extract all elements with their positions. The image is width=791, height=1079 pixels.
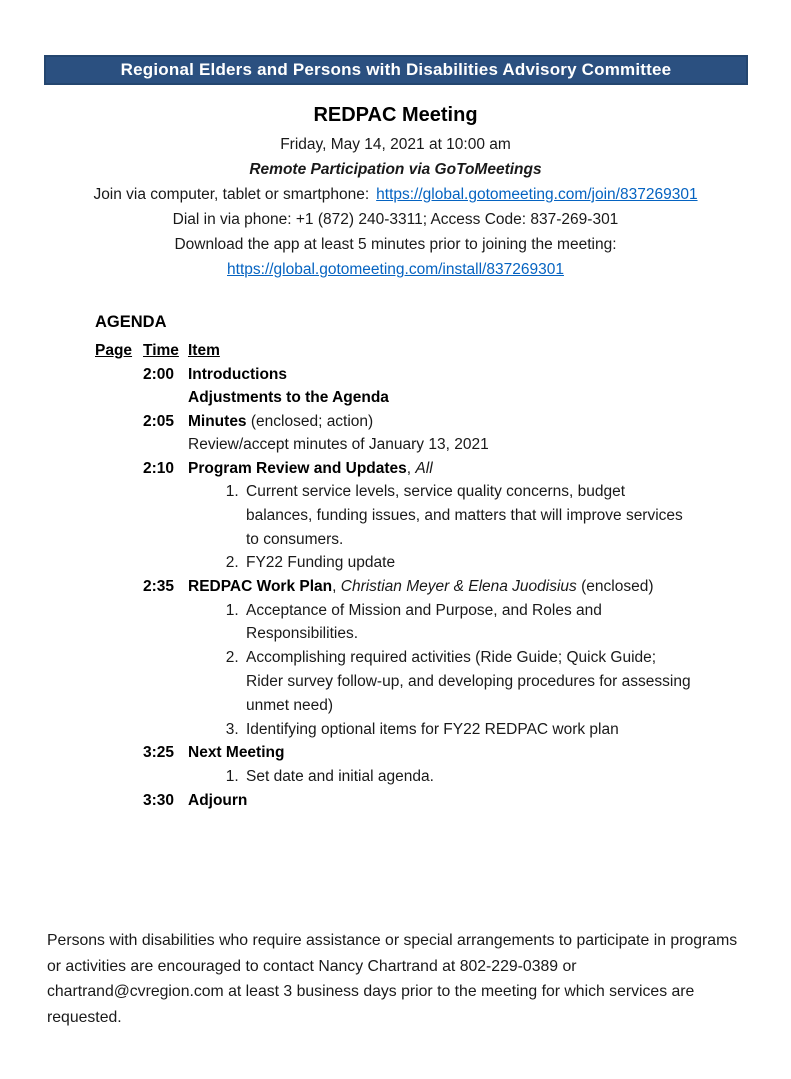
accessibility-notice: Persons with disabilities who require assistance or special arrangements to participate in programs or activities are encouraged to contact Nancy Chartrand at 802-229-0389 or chartrand@cvregion.com at least 3 business days prior to the meeting for which services are requested. [47, 932, 738, 1026]
meeting-title: REDPAC Meeting [313, 104, 478, 126]
agenda-time [143, 386, 188, 410]
agenda-item-title: Adjustments to the Agenda [188, 389, 389, 406]
agenda-item-presenter: Christian Meyer & Elena Juodisius [340, 578, 577, 596]
committee-banner-title: Regional Elders and Persons with Disabilities Advisory Committee [120, 60, 672, 79]
agenda-item-text: Review/accept minutes of January 13, 2021 [188, 436, 489, 453]
agenda-heading: AGENDA [95, 313, 167, 331]
agenda-subitem: 2. FY22 Funding update [243, 551, 693, 575]
remote-participation-line: Remote Participation via GoToMeetings [249, 161, 542, 178]
column-header-time: Time [143, 342, 179, 359]
agenda-subitem: 2. Accomplishing required activities (Ride Guide; Quick Guide; Rider survey follow-up, and developing procedures for assessing unmet need) [243, 646, 693, 717]
agenda-item-note: (enclosed; action) [246, 412, 374, 430]
agenda-sublist [188, 599, 693, 742]
agenda-item-presenter: All [415, 459, 433, 477]
join-line [0, 182, 791, 207]
agenda-time: 3:25 [143, 744, 175, 762]
column-header-page: Page [95, 342, 133, 359]
agenda-row-minutes [95, 410, 791, 434]
agenda-item-title: REDPAC Work Plan [188, 578, 333, 596]
committee-banner [44, 55, 748, 85]
agenda-row-adjourn [95, 789, 791, 813]
agenda-row-program-review: 2:10 Program Review and Updates, All 1. Current service levels, service quality concerns, budget balances, funding issues, and matters that will improve services to consumers. 2. FY22 Funding update [95, 457, 791, 576]
agenda-item-title: Next Meeting [188, 744, 285, 762]
agenda-item-title: Introductions [188, 365, 288, 383]
agenda-time: 2:00 [143, 365, 175, 383]
agenda-item-note: (enclosed) [576, 578, 654, 596]
download-app-line: Download the app at least 5 minutes prior to joining the meeting: [174, 236, 617, 253]
agenda-row-work-plan: 2:35 REDPAC Work Plan, Christian Meyer & Elena Juodisius (enclosed) 1. Acceptance of Mission and Purpose, and Roles and Responsibilities. 2. Accomplishing required activities (Ride Guide; Quick Guide; Rider survey follow-up, and developing procedures for assessing unmet need) 3. Identifying optional items for FY22 REDPAC work plan [95, 575, 791, 741]
agenda-subitem: 1. Current service levels, service quality concerns, budget balances, funding issues, and matters that will improve services to consumers. [243, 480, 693, 551]
install-app-link[interactable]: https://global.gotomeeting.com/install/837269301 [227, 261, 564, 278]
agenda-row-review-minutes [95, 433, 791, 457]
meeting-datetime: Friday, May 14, 2021 at 10:00 am [280, 136, 511, 153]
join-meeting-link[interactable]: https://global.gotomeeting.com/join/837269301 [376, 186, 698, 203]
agenda-sublist [188, 765, 693, 789]
agenda-time: 2:35 [143, 578, 175, 596]
agenda-subitem: 1. Acceptance of Mission and Purpose, and Roles and Responsibilities. [243, 599, 693, 647]
agenda-subitem: 3. Identifying optional items for FY22 REDPAC work plan [243, 718, 693, 742]
agenda-time: 3:30 [143, 791, 175, 809]
agenda-section [95, 313, 791, 812]
agenda-time [143, 433, 188, 457]
install-line [0, 257, 791, 282]
agenda-item-title: Adjourn [188, 791, 248, 809]
agenda-row-introductions [95, 363, 791, 387]
agenda-column-headers [95, 339, 791, 363]
agenda-item-title: Program Review and Updates [188, 459, 407, 477]
column-header-item: Item [188, 342, 220, 359]
meeting-header [0, 102, 791, 282]
agenda-sublist [188, 480, 693, 575]
agenda-item-title: Minutes [188, 412, 247, 430]
join-label: Join via computer, tablet or smartphone: [93, 186, 370, 203]
agenda-time: 2:05 [143, 412, 175, 430]
dial-in-line: Dial in via phone: +1 (872) 240-3311; Access Code: 837-269-301 [172, 211, 619, 228]
agenda-time: 2:10 [143, 459, 175, 477]
agenda-row-next-meeting [95, 741, 791, 788]
agenda-row-adjustments [95, 386, 791, 410]
agenda-subitem: 1. Set date and initial agenda. [243, 765, 693, 789]
